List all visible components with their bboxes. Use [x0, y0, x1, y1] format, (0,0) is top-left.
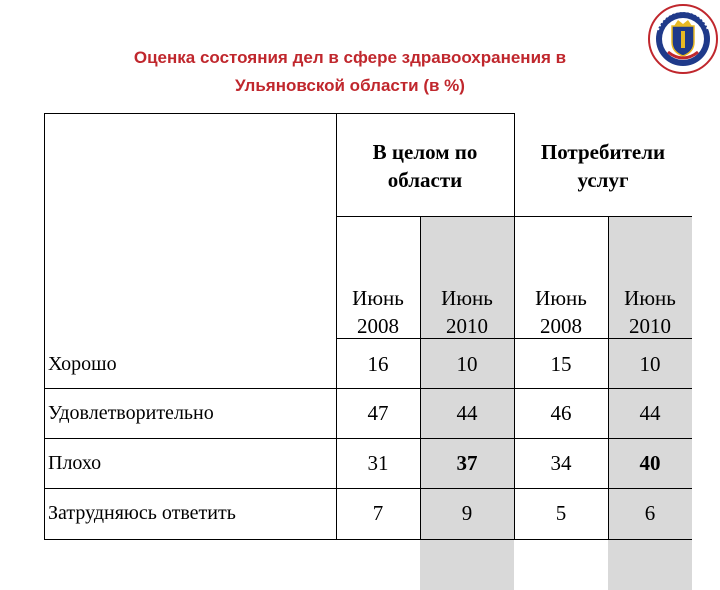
group-header-region: В целом по области [372, 140, 478, 192]
column-header: Июнь 2010 [441, 286, 493, 338]
table-cell: 31 [367, 450, 389, 475]
table-cell: 34 [550, 450, 572, 475]
table-cell: 7 [372, 501, 384, 525]
row-label-undecided: Затрудняюсь ответить [48, 502, 236, 524]
title-line-2: Ульяновской области (в %) [235, 76, 465, 95]
table-cell: 6 [644, 501, 656, 525]
row-label-satisfactory: Удовлетворительно [48, 401, 214, 424]
emblem-icon [648, 4, 718, 74]
results-table [44, 113, 692, 540]
row-divider [336, 216, 692, 217]
table-cell: 47 [367, 400, 389, 425]
table-cell: 10 [639, 352, 661, 376]
table-cell: 15 [550, 352, 572, 376]
table-cell: 46 [550, 400, 572, 425]
column-header: Июнь 2008 [352, 286, 404, 338]
column-header: Июнь 2010 [624, 286, 676, 338]
table-cell: 44 [639, 400, 661, 425]
column-header: Июнь 2008 [535, 286, 587, 338]
table-cell: 9 [461, 501, 473, 525]
table-cell: 10 [456, 352, 478, 376]
table-cell: 16 [367, 352, 389, 376]
table-cell: 40 [639, 450, 661, 475]
row-label-bad: Плохо [48, 451, 102, 474]
table-border-top [44, 113, 514, 114]
page-title [60, 44, 640, 100]
group-header-consumers: Потребители услуг [540, 140, 666, 192]
table-cell: 5 [555, 501, 567, 525]
table-cell: 44 [456, 400, 478, 425]
title-line-1: Оценка состояния дел в сфере здравоохранения в [133, 48, 567, 67]
table-cell: 37 [456, 450, 478, 475]
row-label-good: Хорошо [48, 353, 117, 375]
